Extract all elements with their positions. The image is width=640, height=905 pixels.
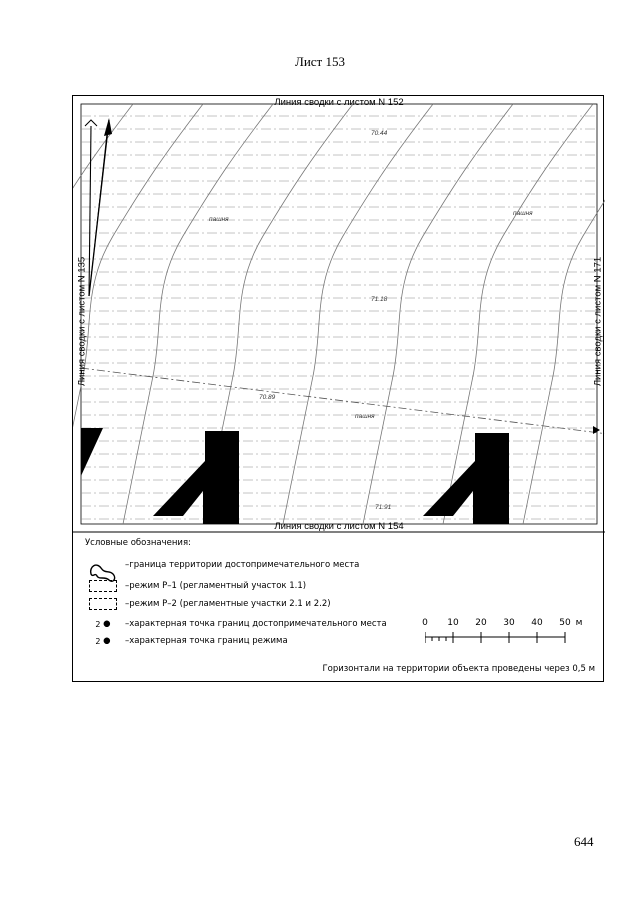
scale-line [425, 629, 575, 649]
land-use-label: пашня [355, 413, 375, 420]
legend-item-regime-r1 [85, 578, 306, 594]
elevation-label: 71.18 [371, 296, 388, 303]
contour-line [443, 104, 593, 524]
edge-label-top: Линия сводки с листом N 152 [274, 97, 404, 108]
legend-item-regime-point [85, 633, 288, 649]
boundary-line [81, 368, 605, 434]
contour-lines [73, 104, 605, 524]
point-icon: 2 ● [95, 636, 111, 646]
elevation-label: 71.91 [375, 504, 392, 511]
scale-tick-label: 20 [475, 618, 487, 628]
contour-note: Горизонтали на территории объекта проведены через 0,5 м [322, 664, 595, 674]
map-inner-border [81, 104, 597, 524]
page-number: 644 [574, 834, 594, 849]
legend-item-boundary [85, 557, 359, 573]
black-shape-left [81, 428, 239, 524]
legend-item-regime-r2 [85, 596, 331, 612]
edge-label-right: Линия сводки с листом N 171 [592, 256, 604, 387]
legend-item-text: –режим Р–2 (регламентные участки 2.1 и 2.2) [125, 599, 331, 609]
box-icon [85, 597, 121, 611]
scale-tick-label: 40 [531, 618, 543, 628]
dashed-box-icon [85, 579, 121, 593]
scale-tick-label: 10 [447, 618, 459, 628]
point-icon: 2 ● [95, 619, 111, 629]
edge-label-left: Линия сводки с листом N 135 [76, 256, 88, 387]
legend-item-text: –граница территории достопримечательного места [125, 560, 360, 570]
contour-line [123, 104, 276, 524]
edge-label-bottom: Линия сводки с листом N 154 [274, 521, 404, 532]
scale-unit: м [575, 618, 583, 628]
land-use-label: пашня [513, 210, 533, 217]
scale-tick-label: 0 [422, 618, 428, 628]
boundary-icon [85, 558, 121, 572]
sheet-title: Лист 153 [295, 54, 345, 69]
black-shape-right [423, 433, 509, 524]
elevation-label: 70.44 [371, 130, 388, 137]
plot-grid [81, 116, 597, 519]
contour-line [73, 104, 203, 524]
land-use-label: пашня [209, 216, 229, 223]
legend-item-text: –режим Р–1 (регламентный участок 1.1) [125, 581, 307, 591]
contour-line [283, 104, 433, 524]
legend-item-text: –характерная точка границ режима [125, 636, 288, 646]
scale-tick-label: 50 [559, 618, 571, 628]
legend-title: Условные обозначения: [85, 538, 191, 548]
map-frame [72, 95, 604, 682]
legend-item-monument-point [85, 616, 387, 632]
scale-tick-label: 30 [503, 618, 515, 628]
legend [73, 532, 603, 680]
legend-item-text: –характерная точка границ достопримечательного места [125, 619, 387, 629]
elevation-label: 70.89 [259, 394, 276, 401]
